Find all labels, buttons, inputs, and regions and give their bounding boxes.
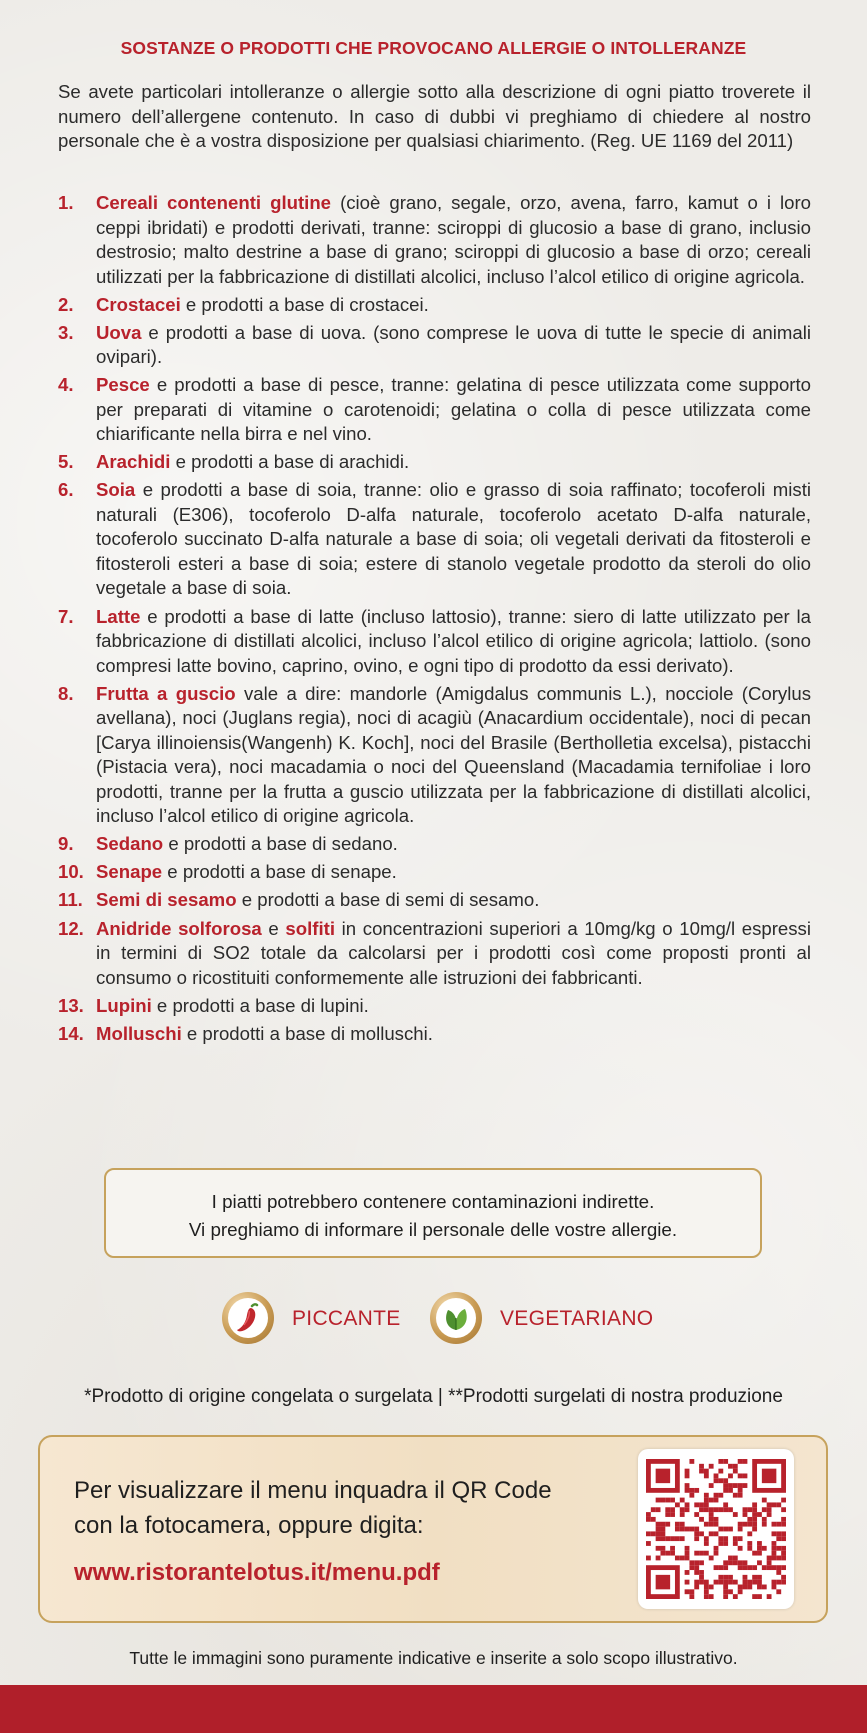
allergen-item — [58, 860, 811, 885]
allergen-number: 13. — [58, 994, 84, 1016]
allergen-item — [58, 832, 811, 857]
allergen-number: 14. — [58, 1022, 84, 1044]
allergen-term: Lupini — [96, 994, 152, 1016]
notice-line-2: Vi preghiamo di informare il personale delle vostre allergie. — [188, 1219, 678, 1240]
allergen-item — [58, 293, 811, 318]
qr-code-frame — [638, 1449, 794, 1609]
qr-line-1: Per visualizzare il menu inquadra il QR Code — [74, 1477, 552, 1504]
qr-line-2: con la fotocamera, oppure digita: — [74, 1512, 424, 1539]
allergen-term: Crostacei — [96, 293, 181, 315]
allergen-item — [58, 191, 811, 289]
allergen-description: (cioè grano, segale, orzo, avena, farro, kamut o i loro ceppi ibridati) e prodotti derivati, tranne: sciroppi di glucosio a base di grano, inclusio destrosio; malto destrine a base di grano; sciroppi di glucosio a base di orzo; cereali utilizzati per la fabbricazione di distillati alcolici, incluso l’alcol etilico di origine agricola. — [96, 192, 812, 287]
allergen-number: 5. — [58, 451, 74, 473]
allergen-term: Sedano — [96, 833, 164, 855]
allergen-number: 1. — [58, 192, 74, 213]
allergen-term: Senape — [96, 861, 163, 883]
chili-pepper-icon — [222, 1292, 274, 1344]
allergen-number: 7. — [58, 605, 74, 627]
allergen-term: Latte — [96, 605, 141, 627]
allergen-item — [58, 373, 811, 447]
allergen-number: 8. — [58, 682, 74, 704]
allergen-description: e prodotti a base di sedano. — [163, 833, 398, 855]
allergen-description: e prodotti a base di crostacei. — [180, 293, 429, 315]
allergen-description: e prodotti a base di latte (incluso lattosio), tranne: siero di latte utilizzato per la fabbricazione di distillati alcolici, incluso l’alcol etilico di origine agricola; lattiolo. (sono compresi latte bovino, caprino, ovino, e ogni tipo di prodotto da essi derivato). — [96, 605, 811, 676]
allergen-description: e prodotti a base di molluschi. — [181, 1022, 433, 1044]
allergen-number: 10. — [58, 861, 84, 883]
allergen-term: Cereali contenenti glutine — [96, 192, 332, 213]
allergen-description: e prodotti a base di uova. (sono comprese le uova di tutte le specie di animali ovipari). — [96, 321, 811, 368]
allergen-item — [58, 917, 811, 991]
allergen-item — [58, 994, 811, 1019]
allergen-term: Molluschi — [96, 1022, 182, 1044]
allergen-number: 12. — [58, 917, 84, 939]
allergen-term: Anidride solforosa — [96, 917, 262, 939]
allergen-description: vale a dire: mandorle (Amigdalus communis L.), nocciole (Corylus avellana), noci (Juglans regia), noci di acagiù (Anacardium occidentale), noci di pecan [Carya illinoiensis(Wangenh) K. Koch], noci del Brasile (Bertholletia excelsa), pistacchi (Pistacia vera), noci macadamia o noci del Queensland (Macadamia ternifoliae i loro prodotti, tranne per la frutta a guscio utilizzata per la fabbricazione di distillati alcolici, incluso l’alcol etilico di origine agricola. — [96, 682, 811, 827]
allergen-description: e prodotti a base di soia, tranne: olio e grasso di soia raffinato; tocoferoli misti naturali (E306), tocoferolo D-alfa naturale, tocoferolo acetato D-alfa naturale, tocoferolo succinato D-alfa naturale a base di soia; oli vegetali derivati da fitosteroli e fitosteroli esteri a base di soia; estere di stanolo vegetale prodotto da steroli do olio vegetale a base di soia. — [96, 479, 811, 599]
allergen-description: e prodotti a base di senape. — [162, 861, 397, 883]
contamination-notice — [104, 1168, 762, 1258]
allergen-item — [58, 321, 811, 370]
allergen-term: Uova — [96, 321, 142, 343]
allergen-term: Soia — [96, 479, 136, 501]
qr-panel — [38, 1435, 828, 1623]
allergen-term: Semi di sesamo — [96, 889, 237, 911]
allergen-description: in concentrazioni superiori a 10mg/kg o 10mg/l espressi in termini di SO2 totale da calcolarsi per i prodotti così come proposti pronti al consumo o ricostituiti conformemente alle istruzioni dei fabbricanti. — [96, 917, 811, 988]
allergen-term: Arachidi — [96, 451, 171, 473]
frozen-footnote: *Prodotto di origine congelata o surgelata | **Prodotti surgelati di nostra produzione — [84, 1386, 783, 1407]
allergen-item — [58, 478, 811, 601]
image-disclaimer: Tutte le immagini sono puramente indicative e inserite a solo scopo illustrativo. — [129, 1648, 738, 1668]
qr-instructions — [74, 1473, 552, 1543]
allergen-number: 9. — [58, 833, 74, 855]
allergen-description: e prodotti a base di lupini. — [151, 994, 369, 1016]
badge-label-piccante: PICCANTE — [292, 1307, 401, 1330]
allergen-description: e prodotti a base di semi di sesamo. — [236, 889, 540, 911]
allergen-item — [58, 450, 811, 475]
allergen-item — [58, 605, 811, 679]
allergen-item — [58, 1022, 811, 1047]
page-title: SOSTANZE O PRODOTTI CHE PROVOCANO ALLERGIE O INTOLLERANZE — [120, 38, 747, 58]
allergen-description: e prodotti a base di pesce, tranne: gelatina di pesce utilizzata come supporto per preparati di vitamine o carotenoidi; gelatina o colla di pesce utilizzata come chiarificante nella birra e nel vino. — [96, 374, 811, 445]
allergen-term: Pesce — [96, 374, 150, 396]
allergen-list — [58, 191, 811, 1050]
allergen-number: 3. — [58, 321, 74, 343]
allergen-number: 6. — [58, 479, 74, 501]
allergen-item — [58, 682, 811, 829]
allergen-number: 11. — [58, 889, 83, 911]
legend-badges — [0, 1292, 867, 1350]
allergen-item — [58, 888, 811, 913]
allergen-number: 2. — [58, 293, 74, 315]
allergen-term: solfiti — [285, 917, 336, 939]
allergen-number: 4. — [58, 374, 74, 396]
qr-code-icon[interactable] — [646, 1459, 786, 1599]
allergen-description: e prodotti a base di arachidi. — [170, 451, 410, 473]
leaf-icon — [430, 1292, 482, 1344]
allergen-term: Frutta a guscio — [96, 682, 236, 704]
notice-line-1: I piatti potrebbero contenere contaminazioni indirette. — [211, 1191, 655, 1212]
bottom-bar — [0, 1685, 867, 1733]
menu-url-link[interactable]: www.ristorantelotus.it/menu.pdf — [74, 1559, 440, 1586]
intro-paragraph: Se avete particolari intolleranze o allergie sotto alla descrizione di ogni piatto troverete il numero dell’allergene contenuto. In caso di dubbi vi preghiamo di chiedere al nostro personale che è a vostra disposizione per qualsiasi chiarimento. (Reg. UE 1169 del 2011) — [58, 81, 811, 151]
badge-label-vegetariano: VEGETARIANO — [500, 1307, 654, 1330]
allergen-connector: e — [261, 917, 286, 939]
